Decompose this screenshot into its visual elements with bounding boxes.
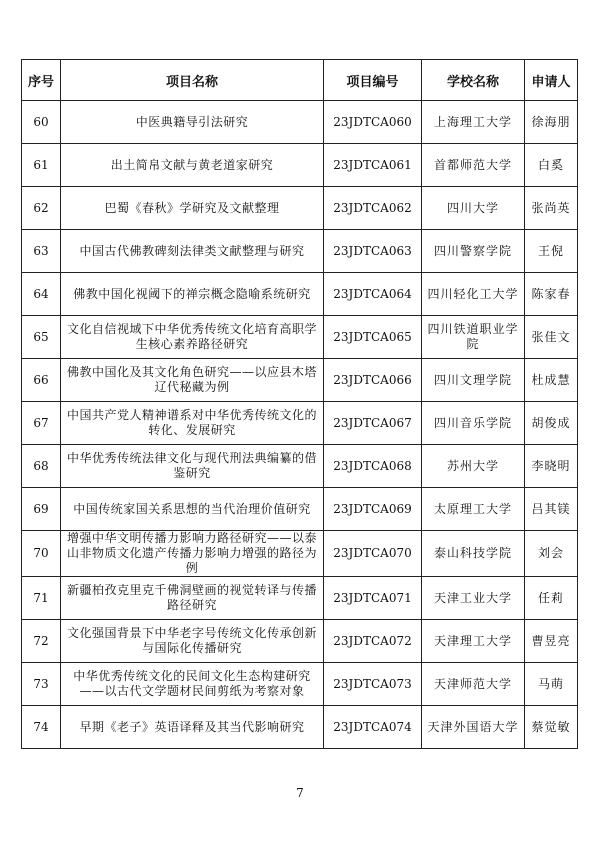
cell-project-code: 23JDTCA065 <box>324 316 422 359</box>
cell-project-code: 23JDTCA072 <box>324 620 422 663</box>
cell-applicant: 白奚 <box>525 144 578 187</box>
table-row <box>22 273 578 316</box>
cell-project-code: 23JDTCA068 <box>324 445 422 488</box>
cell-project-code: 23JDTCA067 <box>324 402 422 445</box>
cell-project-name: 中医典籍导引法研究 <box>61 101 324 144</box>
cell-project-name: 佛教中国化及其文化角色研究——以应县木塔辽代秘藏为例 <box>61 359 324 402</box>
table-row <box>22 359 578 402</box>
cell-no: 67 <box>22 402 61 445</box>
cell-school: 泰山科技学院 <box>422 531 525 577</box>
table-row <box>22 445 578 488</box>
cell-school: 苏州大学 <box>422 445 525 488</box>
cell-no: 65 <box>22 316 61 359</box>
cell-school: 四川音乐学院 <box>422 402 525 445</box>
header-code: 项目编号 <box>324 60 422 101</box>
cell-school: 上海理工大学 <box>422 101 525 144</box>
cell-school: 四川大学 <box>422 187 525 230</box>
cell-project-name: 早期《老子》英语译释及其当代影响研究 <box>61 706 324 749</box>
cell-project-code: 23JDTCA061 <box>324 144 422 187</box>
cell-applicant: 张佳文 <box>525 316 578 359</box>
cell-applicant: 刘会 <box>525 531 578 577</box>
cell-project-code: 23JDTCA066 <box>324 359 422 402</box>
cell-school: 四川文理学院 <box>422 359 525 402</box>
cell-no: 71 <box>22 577 61 620</box>
cell-project-name: 出土简帛文献与黄老道家研究 <box>61 144 324 187</box>
table-row <box>22 230 578 273</box>
cell-project-code: 23JDTCA060 <box>324 101 422 144</box>
cell-project-name: 巴蜀《春秋》学研究及文献整理 <box>61 187 324 230</box>
cell-no: 66 <box>22 359 61 402</box>
cell-project-name: 中国传统家国关系思想的当代治理价值研究 <box>61 488 324 531</box>
cell-no: 68 <box>22 445 61 488</box>
projects-table <box>21 59 578 749</box>
table-row <box>22 187 578 230</box>
table-row <box>22 488 578 531</box>
header-no: 序号 <box>22 60 61 101</box>
cell-project-name: 新疆柏孜克里克千佛洞壁画的视觉转译与传播路径研究 <box>61 577 324 620</box>
cell-applicant: 马萌 <box>525 663 578 706</box>
cell-no: 72 <box>22 620 61 663</box>
cell-school: 天津工业大学 <box>422 577 525 620</box>
cell-applicant: 胡俊成 <box>525 402 578 445</box>
cell-project-code: 23JDTCA073 <box>324 663 422 706</box>
cell-school: 四川铁道职业学院 <box>422 316 525 359</box>
cell-no: 64 <box>22 273 61 316</box>
cell-no: 74 <box>22 706 61 749</box>
cell-project-code: 23JDTCA069 <box>324 488 422 531</box>
cell-applicant: 李晓明 <box>525 445 578 488</box>
cell-project-code: 23JDTCA064 <box>324 273 422 316</box>
table-row <box>22 531 578 577</box>
cell-project-name: 文化强国背景下中华老字号传统文化传承创新与国际化传播研究 <box>61 620 324 663</box>
header-applicant: 申请人 <box>525 60 578 101</box>
cell-school: 四川轻化工大学 <box>422 273 525 316</box>
cell-applicant: 吕其镁 <box>525 488 578 531</box>
cell-project-code: 23JDTCA071 <box>324 577 422 620</box>
table-header-row <box>22 60 578 101</box>
cell-no: 73 <box>22 663 61 706</box>
table-row <box>22 663 578 706</box>
cell-applicant: 陈家春 <box>525 273 578 316</box>
cell-project-code: 23JDTCA063 <box>324 230 422 273</box>
cell-no: 60 <box>22 101 61 144</box>
cell-school: 四川警察学院 <box>422 230 525 273</box>
cell-no: 61 <box>22 144 61 187</box>
table-row <box>22 101 578 144</box>
table-row <box>22 316 578 359</box>
cell-project-code: 23JDTCA070 <box>324 531 422 577</box>
cell-project-name: 中华优秀传统文化的民间文化生态构建研究——以古代文学题材民间剪纸为考察对象 <box>61 663 324 706</box>
cell-school: 天津外国语大学 <box>422 706 525 749</box>
cell-project-code: 23JDTCA062 <box>324 187 422 230</box>
cell-no: 63 <box>22 230 61 273</box>
cell-applicant: 杜成慧 <box>525 359 578 402</box>
cell-project-name: 中华优秀传统法律文化与现代刑法典编纂的借鉴研究 <box>61 445 324 488</box>
cell-project-name: 中国古代佛教碑刻法律类文献整理与研究 <box>61 230 324 273</box>
table-row <box>22 144 578 187</box>
cell-applicant: 蔡觉敏 <box>525 706 578 749</box>
table-row <box>22 577 578 620</box>
cell-applicant: 张尚英 <box>525 187 578 230</box>
table-row <box>22 706 578 749</box>
cell-no: 70 <box>22 531 61 577</box>
cell-school: 天津师范大学 <box>422 663 525 706</box>
cell-school: 太原理工大学 <box>422 488 525 531</box>
cell-no: 62 <box>22 187 61 230</box>
cell-school: 天津理工大学 <box>422 620 525 663</box>
cell-school: 首都师范大学 <box>422 144 525 187</box>
cell-applicant: 王倪 <box>525 230 578 273</box>
cell-project-name: 佛教中国化视阈下的禅宗概念隐喻系统研究 <box>61 273 324 316</box>
header-school: 学校名称 <box>422 60 525 101</box>
cell-no: 69 <box>22 488 61 531</box>
table-row <box>22 620 578 663</box>
page-number: 7 <box>296 786 304 800</box>
cell-applicant: 徐海朋 <box>525 101 578 144</box>
cell-project-name: 文化自信视域下中华优秀传统文化培育高职学生核心素养路径研究 <box>61 316 324 359</box>
cell-project-name: 中国共产党人精神谱系对中华优秀传统文化的转化、发展研究 <box>61 402 324 445</box>
cell-project-code: 23JDTCA074 <box>324 706 422 749</box>
header-name: 项目名称 <box>61 60 324 101</box>
cell-applicant: 曹昱亮 <box>525 620 578 663</box>
table-row <box>22 402 578 445</box>
cell-project-name: 增强中华文明传播力影响力路径研究——以泰山非物质文化遗产传播力影响力增强的路径为例 <box>61 531 324 577</box>
cell-applicant: 任莉 <box>525 577 578 620</box>
